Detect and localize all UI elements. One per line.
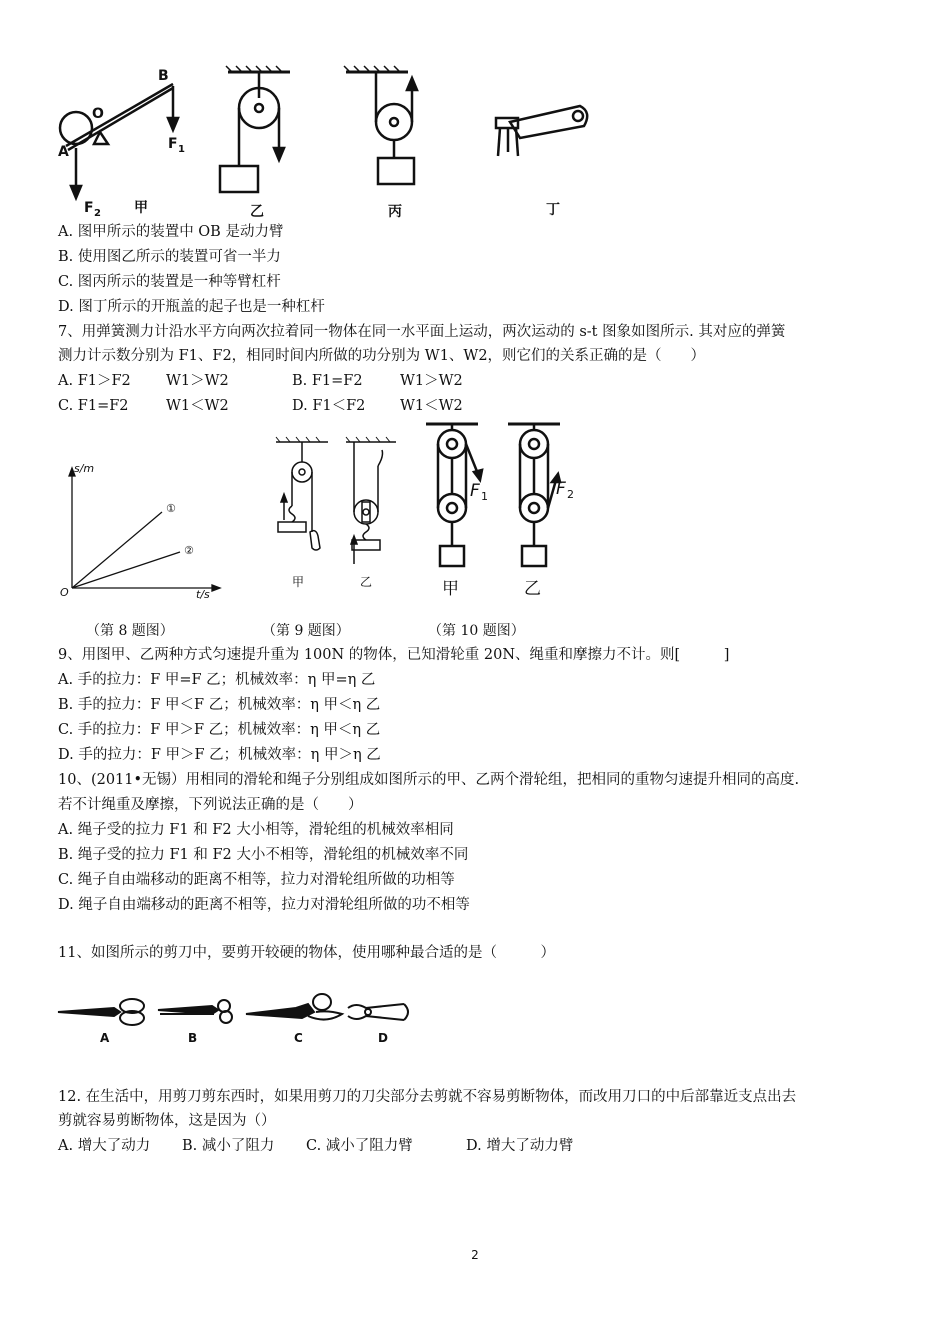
q10-option-c: C. 绳子自由端移动的距离不相等，拉力对滑轮组所做的功相等 [58, 872, 455, 888]
graph-line-2-label: ② [184, 544, 194, 557]
caption-fig8: （第 8 题图） [86, 623, 174, 639]
label-F2-sub: 2 [94, 208, 101, 219]
figure-scissors [56, 990, 420, 1046]
q10-stem-line-1: 10、(2011•无锡）用相同的滑轮和绳子分别组成如图所示的甲、乙两个滑轮组，把相同的重物匀速提升相同的高度. [58, 772, 800, 788]
fig10-label-F1: F [470, 481, 480, 501]
label-jia: 甲 [134, 200, 148, 216]
q6-option-b: B. 使用图乙所示的装置可省一半力 [58, 249, 281, 265]
q6-option-a: A. 图甲所示的装置中 OB 是动力臂 [58, 224, 284, 240]
q12-option-a: A. 增大了动力 [58, 1138, 151, 1154]
q7-option-b-f: B. F1=F2 [292, 373, 363, 389]
q10-stem-line-2: 若不计绳重及摩擦，下列说法正确的是（ ） [58, 797, 363, 813]
fig9-label-yi: 乙 [360, 575, 373, 589]
label-A: A [58, 144, 69, 160]
q7-stem-line-2: 测力计示数分别为 F1、F2，相同时间内所做的功分别为 W1、W2，则它们的关系正确的是（ ） [58, 348, 706, 364]
fig10-label-F2-sub: 2 [567, 488, 574, 501]
scissors-label-d: D [378, 1031, 388, 1045]
q12-options [58, 1136, 573, 1156]
figure-q9-pulleys [270, 436, 400, 596]
q11-stem: 11、如图所示的剪刀中，要剪开较硬的物体，使用哪种最合适的是（ ） [58, 945, 555, 961]
q7-option-d-w: W1＜W2 [400, 398, 463, 414]
q12-option-d: D. 增大了动力臂 [466, 1138, 574, 1154]
figure-q10-pulley-systems [420, 418, 590, 604]
fig10-label-yi: 乙 [524, 579, 541, 599]
label-ding: 丁 [546, 202, 560, 218]
q12-option-c: C. 减小了阻力臂 [306, 1138, 413, 1154]
q9-option-a: A. 手的拉力：F 甲=F 乙；机械效率：η 甲=η 乙 [58, 672, 376, 688]
q7-stem-line-1: 7、用弹簧测力计沿水平方向两次拉着同一物体在同一水平面上运动，两次运动的 s-t 图象如图所示. 其对应的弹簧 [58, 324, 786, 340]
page-number: 2 [471, 1248, 479, 1262]
caption-fig9: （第 9 题图） [262, 623, 350, 639]
q7-option-b-w: W1＞W2 [400, 373, 463, 389]
graph-line-1-label: ① [166, 502, 176, 515]
label-O: O [92, 106, 104, 122]
scissors-label-c: C [294, 1031, 303, 1045]
q12-option-b: B. 减小了阻力 [182, 1138, 275, 1154]
st-graph [58, 460, 228, 600]
q10-option-b: B. 绳子受的拉力 F1 和 F2 大小不相等，滑轮组的机械效率不同 [58, 847, 469, 863]
fig10-label-F1-sub: 1 [481, 490, 488, 503]
q9-option-b: B. 手的拉力：F 甲＜F 乙；机械效率：η 甲＜η 乙 [58, 697, 381, 713]
q10-option-a: A. 绳子受的拉力 F1 和 F2 大小相等，滑轮组的机械效率相同 [58, 822, 454, 838]
q12-stem-line-1: 12. 在生活中，用剪刀剪东西时，如果用剪刀的刀尖部分去剪就不容易剪断物体，而改用刀口的中后部靠近支点出去 [58, 1089, 797, 1105]
scissors-label-a: A [100, 1031, 110, 1045]
graph-ylabel: s/m [74, 462, 95, 475]
q7-option-c-w: W1＜W2 [166, 398, 229, 414]
label-bing: 丙 [388, 204, 402, 220]
q7-option-a-f: A. F1＞F2 [58, 373, 131, 389]
label-B: B [158, 68, 169, 84]
label-F1-sub: 1 [178, 144, 185, 155]
graph-xlabel: t/s [196, 588, 210, 601]
q9-stem: 9、用图甲、乙两种方式匀速提升重为 100N 的物体，已知滑轮重 20N、绳重和摩擦力不计。则[ ] [58, 647, 730, 663]
figure-lever-pulleys [50, 60, 610, 220]
q9-option-d: D. 手的拉力：F 甲＞F 乙；机械效率：η 甲＞η 乙 [58, 747, 381, 763]
q10-option-d: D. 绳子自由端移动的距离不相等，拉力对滑轮组所做的功不相等 [58, 897, 470, 913]
label-yi: 乙 [250, 204, 264, 220]
label-F2: F [84, 200, 94, 216]
graph-line-1 [72, 512, 162, 588]
q7-options-row-2 [58, 396, 463, 416]
q6-option-d: D. 图丁所示的开瓶盖的起子也是一种杠杆 [58, 299, 325, 315]
fig9-label-jia: 甲 [292, 575, 305, 589]
q12-stem-line-2: 剪就容易剪断物体，这是因为（） [58, 1113, 276, 1129]
fig10-label-F2: F [556, 479, 566, 499]
q7-option-c-f: C. F1=F2 [58, 398, 129, 414]
caption-fig10: （第 10 题图） [428, 623, 525, 639]
q7-option-d-f: D. F1＜F2 [292, 398, 366, 414]
label-F1: F [168, 136, 178, 152]
fig10-label-jia: 甲 [442, 579, 459, 599]
scissors-label-b: B [188, 1031, 198, 1045]
graph-line-2 [72, 552, 180, 588]
q7-option-a-w: W1＞W2 [166, 373, 229, 389]
q7-options-row-1 [58, 371, 463, 391]
q6-option-c: C. 图丙所示的装置是一种等臂杠杆 [58, 274, 281, 290]
graph-origin: O [60, 586, 69, 599]
q9-option-c: C. 手的拉力：F 甲＞F 乙；机械效率：η 甲＜η 乙 [58, 722, 381, 738]
